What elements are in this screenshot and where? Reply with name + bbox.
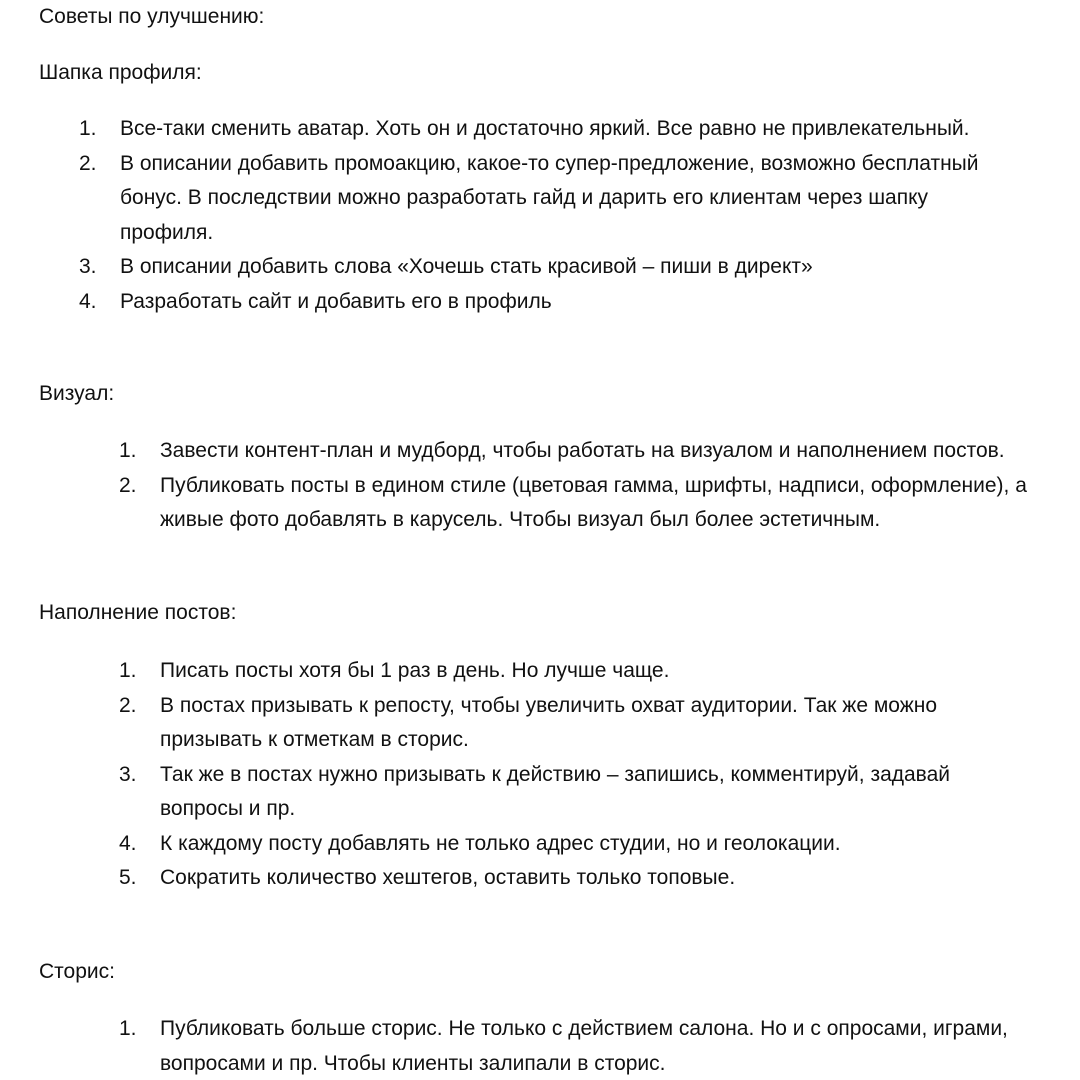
- list-item-number: 2.: [79, 151, 97, 175]
- list-item-line: профиля.: [120, 220, 214, 244]
- list-item-number: 1.: [119, 1017, 137, 1040]
- list-item-number: 2.: [119, 693, 137, 717]
- list-item-line: живые фото добавлять в карусель. Чтобы визуал был более эстетичным.: [160, 508, 881, 531]
- list-item-number: 4.: [119, 831, 137, 855]
- section-heading-visual: Визуал:: [39, 382, 115, 405]
- list-item: [119, 689, 1080, 758]
- list-item-line: Сократить количество хештегов, оставить только топовые.: [160, 866, 736, 889]
- list-item-number: 5.: [119, 866, 137, 889]
- list-item-line: Публиковать посты в едином стиле (цветовая гамма, шрифты, надписи, оформление), а: [160, 473, 1027, 497]
- list-item-line: Так же в постах нужно призывать к действию – запишись, комментируй, задавай: [160, 762, 951, 786]
- list-item: [79, 285, 1080, 320]
- list-item-number: 1.: [119, 439, 137, 462]
- section-heading-posts-content: Наполнение постов:: [39, 601, 237, 624]
- list-item-number: 4.: [79, 289, 97, 313]
- section-list-posts-content: [119, 654, 1080, 896]
- list-item-line: Завести контент-план и мудборд, чтобы работать на визуалом и наполнением постов.: [160, 439, 1005, 462]
- list-item-number: 3.: [79, 255, 97, 278]
- list-item: [119, 758, 1080, 827]
- list-item: [119, 1012, 1080, 1080]
- section-heading-profile-header: Шапка профиля:: [39, 61, 202, 84]
- list-item-line: призывать к отметкам в сторис.: [160, 728, 469, 751]
- list-item: [119, 654, 1080, 689]
- list-item-number: 1.: [119, 659, 137, 682]
- list-item: [119, 469, 1080, 538]
- list-item-line: вопросами и пр. Чтобы клиенты залипали в сторис.: [160, 1051, 666, 1075]
- list-item-line: В описании добавить промоакцию, какое-то супер-предложение, возможно бесплатный: [120, 151, 979, 175]
- section-list-visual: [119, 434, 1080, 538]
- list-item: [79, 147, 1080, 251]
- list-item-line: бонус. В последствии можно разработать гайд и дарить его клиентам через шапку: [120, 186, 929, 209]
- list-item-number: 3.: [119, 762, 137, 786]
- list-item-line: В описании добавить слова «Хочешь стать красивой – пиши в директ»: [120, 255, 813, 278]
- list-item-number: 2.: [119, 473, 137, 497]
- list-item-number: 1.: [79, 117, 97, 140]
- list-item-line: Публиковать больше сторис. Не только с действием салона. Но и с опросами, играми,: [160, 1017, 1008, 1040]
- list-item-line: К каждому посту добавлять не только адрес студии, но и геолокации.: [160, 831, 841, 855]
- list-item-line: Писать посты хотя бы 1 раз в день. Но лучше чаще.: [160, 659, 670, 682]
- list-item: [119, 827, 1080, 862]
- list-item-line: В постах призывать к репосту, чтобы увеличить охват аудитории. Так же можно: [160, 693, 938, 717]
- list-item-line: Все-таки сменить аватар. Хоть он и достаточно яркий. Все равно не привлекательный.: [120, 117, 970, 140]
- document-title: Советы по улучшению:: [39, 5, 265, 28]
- list-item: [119, 861, 1080, 896]
- list-item-line: вопросы и пр.: [160, 797, 296, 820]
- list-item: [119, 434, 1080, 469]
- list-item-line: Разработать сайт и добавить его в профиль: [120, 289, 552, 313]
- section-list-stories: [119, 1012, 1080, 1080]
- section-list-profile-header: [79, 112, 1080, 319]
- list-item: [79, 250, 1080, 285]
- section-heading-stories: Сторис:: [39, 960, 115, 983]
- list-item: [79, 112, 1080, 147]
